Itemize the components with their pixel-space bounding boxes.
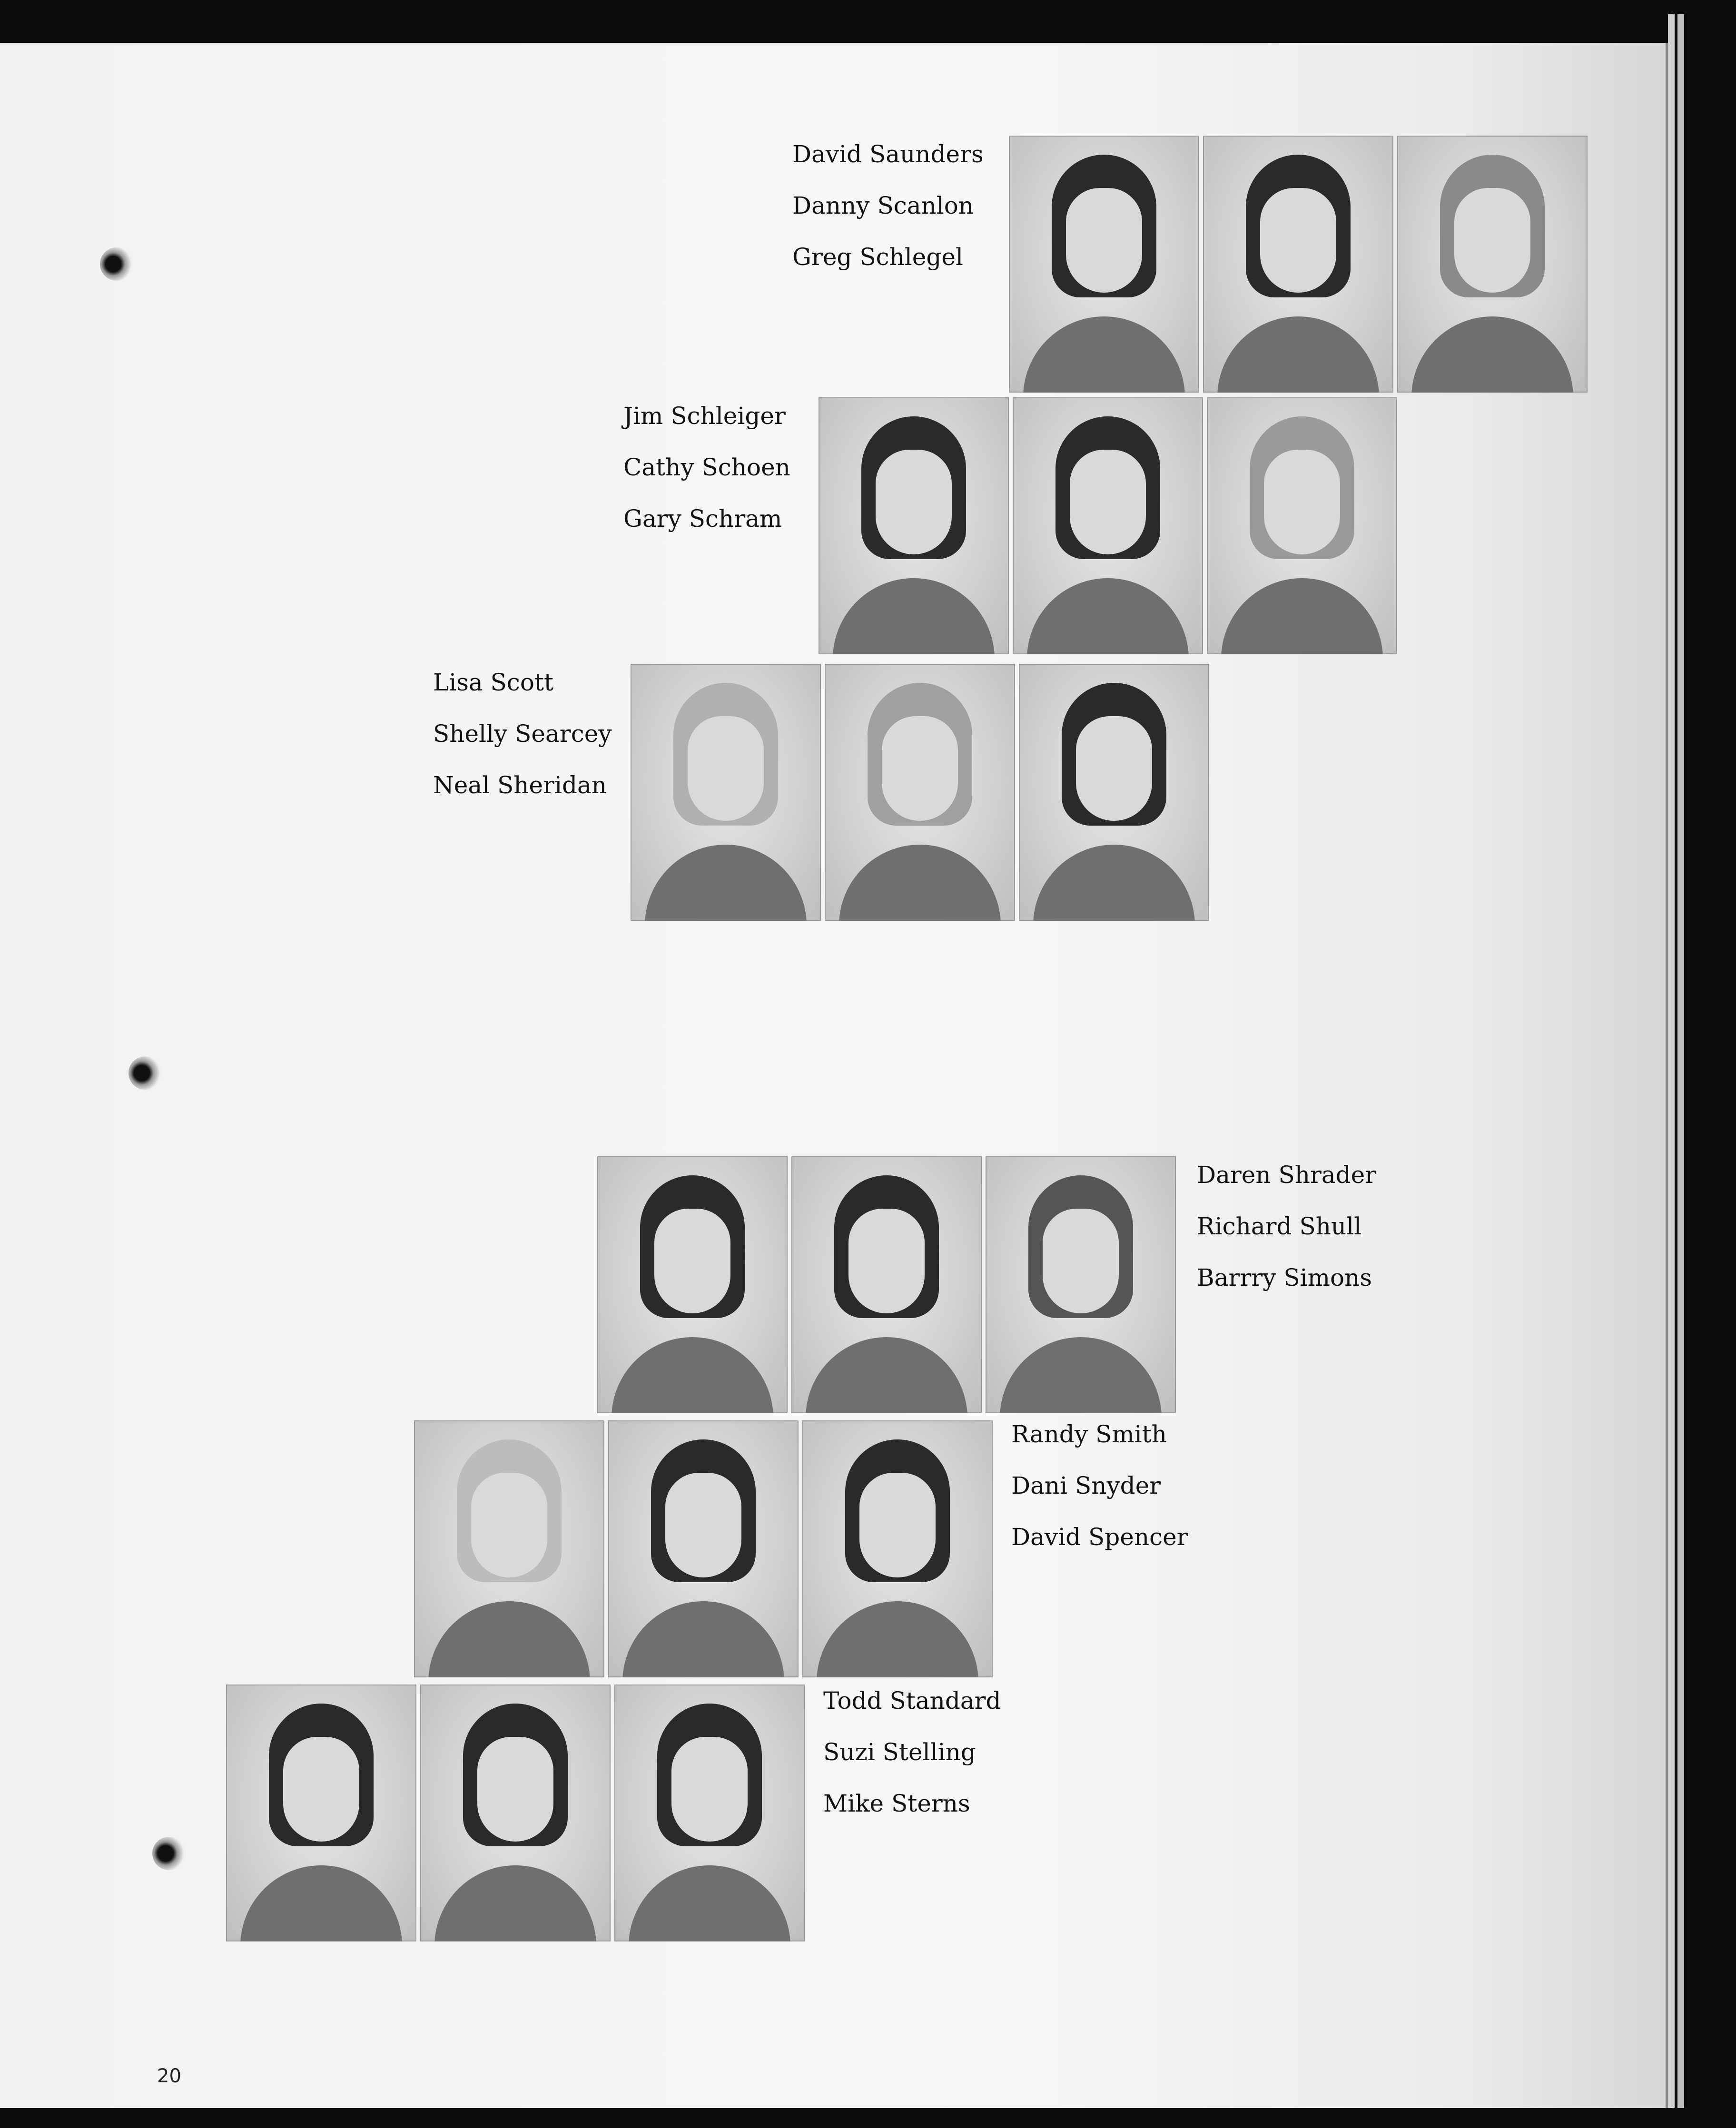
student-name: Daren Shrader (1197, 1161, 1377, 1189)
student-name: Mike Sterns (823, 1790, 970, 1817)
student-name: David Spencer (1011, 1523, 1188, 1551)
student-portrait (608, 1420, 799, 1677)
photo-row (819, 397, 1397, 654)
student-portrait (597, 1156, 788, 1413)
photo-row (226, 1685, 805, 1941)
student-name: Cathy Schoen (623, 453, 790, 481)
student-portrait (226, 1685, 416, 1941)
name-list (792, 128, 984, 283)
photo-row (414, 1420, 993, 1677)
student-portrait (1013, 397, 1203, 654)
page-edge (1677, 14, 1684, 2108)
name-list (1197, 1149, 1376, 1303)
student-name: Jim Schleiger (623, 402, 786, 430)
student-portrait (802, 1420, 993, 1677)
student-portrait (1009, 136, 1199, 393)
page-number: 20 (157, 2065, 181, 2087)
photo-row (631, 664, 1209, 921)
student-name: Greg Schlegel (792, 243, 963, 271)
student-name: Gary Schram (623, 505, 782, 532)
yearbook-page (0, 43, 1669, 2108)
name-list (433, 657, 612, 811)
student-portrait (1207, 397, 1397, 654)
student-portrait (631, 664, 821, 921)
student-name: Richard Shull (1197, 1212, 1362, 1240)
student-name: Suzi Stelling (823, 1738, 976, 1766)
photo-row (1009, 136, 1588, 393)
student-portrait (1019, 664, 1209, 921)
student-name: Neal Sheridan (433, 771, 607, 799)
page-edge (1668, 14, 1675, 2108)
student-name: Shelly Searcey (433, 720, 612, 748)
student-name: Dani Snyder (1011, 1472, 1161, 1499)
student-portrait (1203, 136, 1393, 393)
photo-row (597, 1156, 1176, 1413)
name-list (823, 1675, 1001, 1829)
student-name: Randy Smith (1011, 1420, 1167, 1448)
student-portrait (819, 397, 1009, 654)
binder-hole (128, 1056, 162, 1090)
name-list (623, 390, 790, 544)
student-name: Todd Standard (823, 1687, 1001, 1714)
student-portrait (825, 664, 1015, 921)
student-portrait (1397, 136, 1588, 393)
name-list (1011, 1409, 1188, 1563)
student-portrait (420, 1685, 611, 1941)
student-portrait (614, 1685, 805, 1941)
student-name: Danny Scanlon (792, 192, 974, 219)
binder-hole (152, 1837, 186, 1870)
student-portrait (986, 1156, 1176, 1413)
binder-hole (100, 247, 133, 281)
student-name: David Saunders (792, 140, 984, 168)
student-portrait (414, 1420, 604, 1677)
student-name: Barrry Simons (1197, 1264, 1372, 1291)
student-name: Lisa Scott (433, 669, 554, 696)
student-portrait (791, 1156, 982, 1413)
